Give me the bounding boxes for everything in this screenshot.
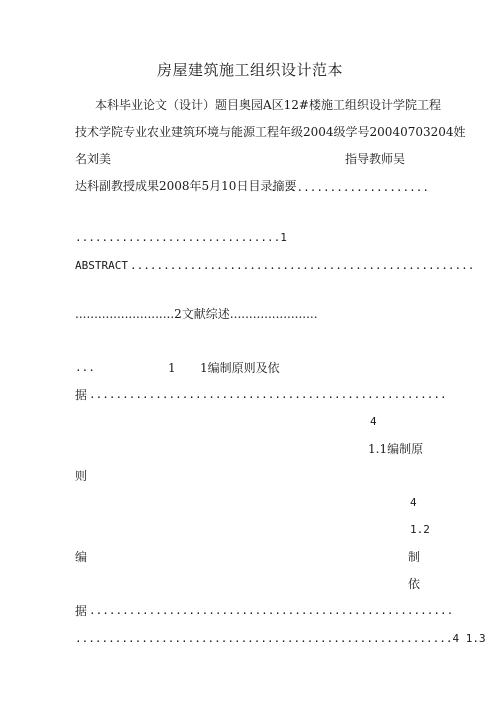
toc-dots-short: ... <box>75 361 95 374</box>
toc-last-line: .........................................................4 1.3 <box>75 632 486 645</box>
advisor-label: 指导教师吴 <box>345 152 406 166</box>
toc-bian: 编 <box>75 550 88 564</box>
paragraph-line-2: 技术学院专业农业建筑环境与能源工程年级2004级学号20040703204姓 <box>75 125 466 139</box>
toc-ju-leader-2: ....................................................... <box>89 604 454 617</box>
toc-section-1-1: 1.1编制原 <box>368 442 424 456</box>
toc-abstract-page: ...............................1 <box>75 231 287 244</box>
paragraph-line-1: 本科毕业论文（设计）题目奥园A区12#楼施工组织设计学院工程 <box>95 98 441 112</box>
toc-section-1-2: 1.2 <box>410 523 430 536</box>
toc-ze: 则 <box>75 469 88 483</box>
abstract-leader: .................................................... <box>130 259 475 272</box>
document-title: 房屋建筑施工组织设计范本 <box>156 61 343 79</box>
toc-page-4-b: 4 <box>410 496 417 509</box>
toc-ju-1: 据 <box>75 388 88 402</box>
toc-ju-2: 据 <box>75 604 88 618</box>
toc-chapter-1: 1编制原则及依 <box>200 361 280 375</box>
toc-leader: ........................ <box>270 181 429 194</box>
toc-ju-leader: ...................................................... <box>89 388 447 401</box>
toc-yi: 依 <box>408 577 421 591</box>
toc-abstract-line: 达科副教授成果2008年5月10日目录摘要 <box>75 179 297 193</box>
toc-zhi: 制 <box>408 550 421 564</box>
author-name: 名刘美 <box>75 152 112 166</box>
toc-chapter-number: 1 <box>168 361 176 375</box>
toc-page-4-a: 4 <box>370 415 377 428</box>
toc-literature-review: ..........................2文献综述....................... <box>75 307 318 321</box>
abstract-label: ABSTRACT <box>75 259 128 272</box>
